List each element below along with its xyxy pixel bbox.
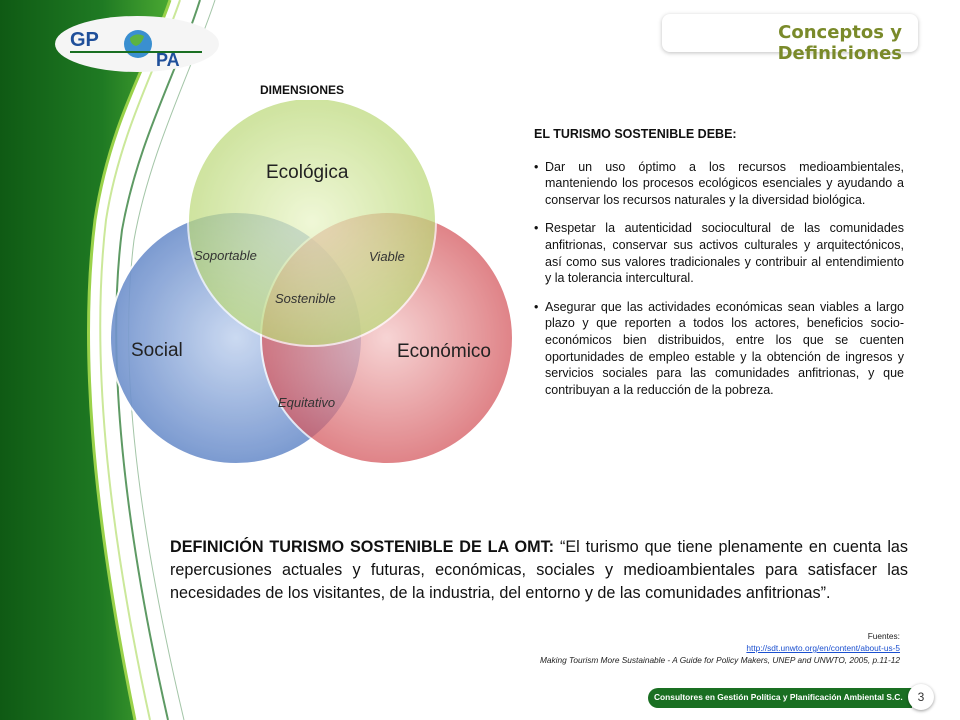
- label-ecologica: Ecológica: [266, 162, 349, 183]
- gpopa-logo: [52, 12, 222, 76]
- list-item: [534, 220, 904, 286]
- list-item: [534, 159, 904, 209]
- label-sostenible: Sostenible: [275, 291, 336, 306]
- svg-text:PA: PA: [156, 50, 180, 70]
- svg-text:GP: GP: [70, 29, 99, 51]
- bullet-icon: •: [534, 221, 539, 236]
- bullet-icon: •: [534, 159, 539, 174]
- list-item-text: Asegurar que las actividades económicas sean viables a largo plazo y que reporten a todos los actores, beneficios socio-económicos bien distribuidos, entre los que se cuenten oportunidades de empleo estable y la obtención de ingresos y servicios sociales para las comunidades anfitrionas, y que contribuyan a la reducción de la pobreza.: [545, 299, 904, 397]
- circle-ecologica: [188, 100, 436, 346]
- list-item-text: Dar un uso óptimo a los recursos medioambientales, manteniendo los procesos ecológicos esenciales y ayudando a conservar los recursos naturales y la diversidad biológica.: [545, 159, 904, 207]
- label-viable: Viable: [369, 249, 405, 264]
- label-equitativo: Equitativo: [278, 395, 336, 410]
- label-social: Social: [131, 340, 183, 361]
- venn-heading: DIMENSIONES: [260, 83, 345, 97]
- footer-company: Consultores en Gestión Política y Planificación Ambiental S.C.: [654, 692, 903, 702]
- slide-title: Conceptos y Definiciones: [777, 22, 902, 64]
- label-soportable: Soportable: [194, 248, 257, 263]
- requirements-list: [534, 159, 904, 399]
- venn-diagram: [110, 100, 520, 500]
- bullet-icon: •: [534, 299, 539, 314]
- sources: [540, 630, 900, 666]
- list-item: [534, 299, 904, 399]
- source-citation: Making Tourism More Sustainable - A Guide for Policy Makers, UNEP and UNWTO, 2005, p.11-12: [540, 655, 900, 665]
- definition-text: “El turismo que tiene plenamente en cuenta las repercusiones actuales y futuras, económicas, sociales y medioambientales para satisfacer las necesidades de los visitantes, de la industria, del entorno y de las comunidades anfitrionas”.: [170, 538, 909, 602]
- sustainable-tourism-requirements: [534, 126, 904, 410]
- label-economico: Económico: [397, 341, 491, 362]
- requirements-heading: EL TURISMO SOSTENIBLE DEBE:: [534, 127, 737, 141]
- list-item-text: Respetar la autenticidad sociocultural de las comunidades anfitrionas, conservar sus activos culturales y arquitectónicos, así como sus valores tradicionales y contribuir al entendimiento y la tolerancia intercultural.: [545, 221, 904, 286]
- omt-definition: [170, 536, 908, 605]
- source-link[interactable]: http://sdt.unwto.org/en/content/about-us-5: [746, 643, 900, 653]
- sources-label: Fuentes:: [867, 631, 900, 641]
- page-number: 3: [908, 684, 934, 710]
- definition-label: DEFINICIÓN TURISMO SOSTENIBLE DE LA OMT:: [170, 538, 555, 556]
